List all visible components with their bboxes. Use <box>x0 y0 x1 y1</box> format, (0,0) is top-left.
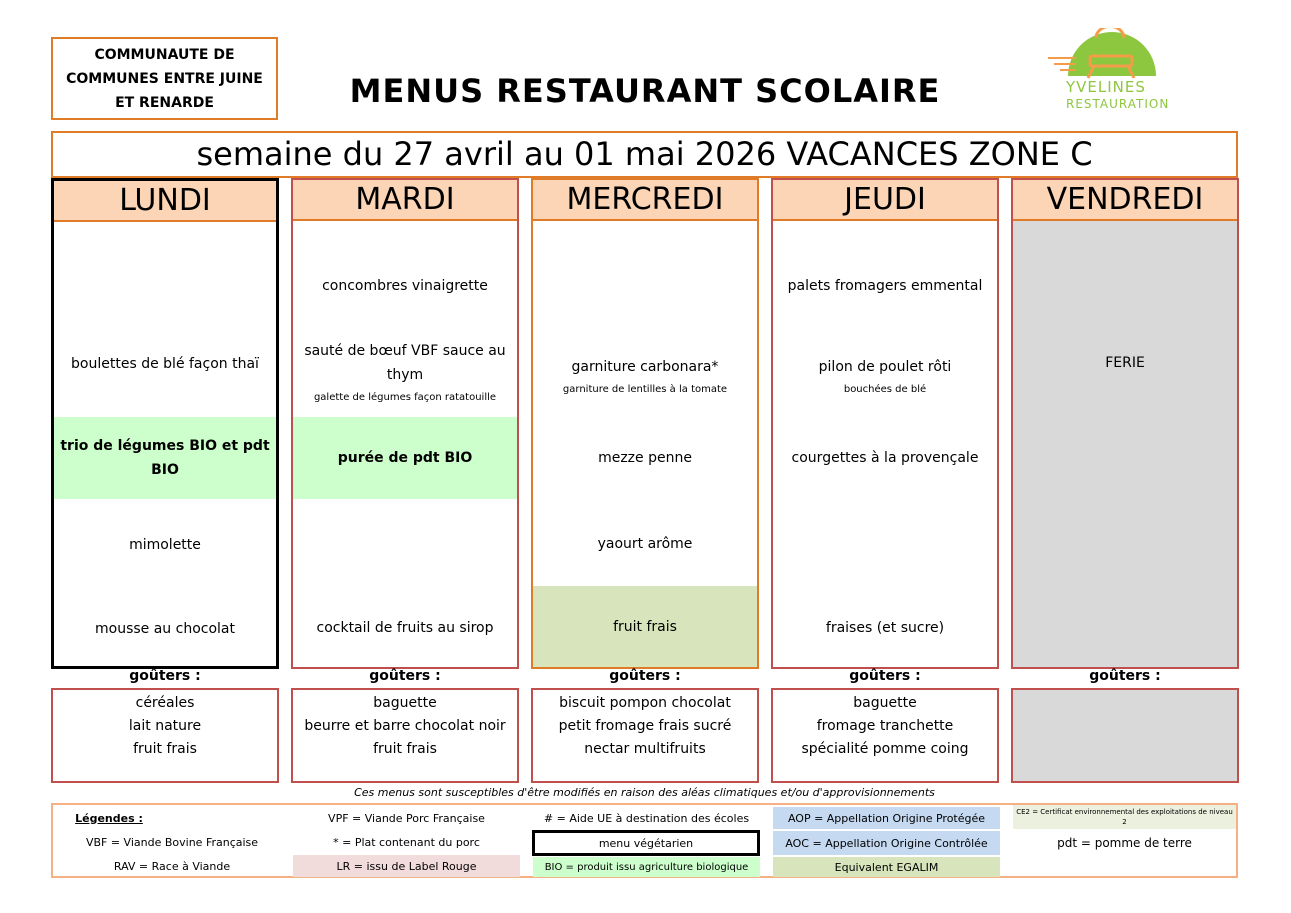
vegetarian-alternative: garniture de lentilles à la tomate <box>562 384 728 395</box>
starter: concombres vinaigrette <box>322 278 488 294</box>
holiday-label: FERIE <box>1105 355 1145 371</box>
snack-item: beurre et barre chocolat noir <box>304 718 506 734</box>
week-banner: semaine du 27 avril au 01 mai 2026 VACANCES ZONE C <box>51 131 1238 178</box>
vegetarian-alternative: bouchées de blé <box>843 384 927 395</box>
dessert: mousse au chocolat <box>95 621 235 637</box>
snack-item: biscuit pompon chocolat <box>559 695 731 711</box>
legend-vbf: VBF = Viande Bovine Française <box>85 835 259 849</box>
snack-box-mardi <box>291 688 519 783</box>
day-header: VENDREDI <box>1013 180 1237 221</box>
snack-item: céréales <box>135 695 195 711</box>
day-header: LUNDI <box>54 181 276 222</box>
main-dish-name: garniture carbonara* <box>571 359 719 375</box>
legend-aop: AOP = Appellation Origine Protégée <box>773 807 1000 829</box>
dairy <box>773 516 997 572</box>
day-header: MERCREDI <box>533 180 757 221</box>
snack-label: goûters : <box>369 668 441 684</box>
day-header: JEUDI <box>773 180 997 221</box>
side-dish: purée de pdt BIO <box>293 417 517 499</box>
starter <box>54 247 276 307</box>
legend-label-rouge: LR = issu de Label Rouge <box>293 855 520 877</box>
side-dish: mezze penne <box>598 450 692 466</box>
logo-subtext: RESTAURATION <box>1066 97 1170 111</box>
dairy: mimolette <box>129 537 201 553</box>
dairy: yaourt arôme <box>597 536 693 552</box>
legend-bio: BIO = produit issu agriculture biologique <box>533 857 760 877</box>
dairy <box>293 516 517 572</box>
starter <box>533 258 757 314</box>
snack-box-vendredi <box>1011 688 1239 783</box>
snack-label: goûters : <box>609 668 681 684</box>
main-dish-name: sauté de bœuf VBF sauce au thym <box>304 343 506 383</box>
main-dish <box>773 338 997 414</box>
snack-item: fruit frais <box>373 741 437 757</box>
day-column-lundi <box>51 178 279 669</box>
snack-item: spécialité pomme coing <box>801 741 969 757</box>
side-dish: courgettes à la provençale <box>791 450 979 466</box>
day-header: MARDI <box>293 180 517 221</box>
snack-item: fromage tranchette <box>816 718 954 734</box>
snack-box-jeudi <box>771 688 999 783</box>
dessert: fruit frais <box>533 586 757 667</box>
legend-pdt: pdt = pomme de terre <box>1057 836 1192 850</box>
snack-box-mercredi <box>531 688 759 783</box>
day-column-jeudi <box>771 178 999 669</box>
organization-name: COMMUNAUTE DE COMMUNES ENTRE JUINE ET RENARDE <box>66 46 263 111</box>
snack-label: goûters : <box>849 668 921 684</box>
legend <box>51 803 1238 878</box>
day-column-mercredi <box>531 178 759 669</box>
main-dish <box>293 328 517 416</box>
main-dish-name: pilon de poulet rôti <box>818 359 952 375</box>
side-dish: trio de légumes BIO et pdt BIO <box>54 417 276 499</box>
starter: palets fromagers emmental <box>787 278 983 294</box>
snack-item: nectar multifruits <box>584 741 706 757</box>
snack-item: baguette <box>853 695 917 711</box>
main-dish-name: boulettes de blé façon thaï <box>71 356 259 372</box>
vegetarian-alternative: galette de légumes façon ratatouille <box>313 392 497 403</box>
snack-item: lait nature <box>128 718 202 734</box>
legend-vegetarian: menu végétarien <box>532 830 760 856</box>
holiday-cell <box>1013 221 1237 667</box>
page-title: MENUS RESTAURANT SCOLAIRE <box>349 72 941 110</box>
logo-text: YVELINES <box>1066 78 1146 96</box>
day-column-vendredi <box>1011 178 1239 669</box>
legend-ce2: CE2 = Certificat environnemental des exploitations de niveau 2 <box>1013 805 1236 829</box>
snack-item: baguette <box>373 695 437 711</box>
snack-item: fruit frais <box>133 741 197 757</box>
snack-box-lundi <box>51 688 279 783</box>
snack-item: petit fromage frais sucré <box>558 718 732 734</box>
snack-label: goûters : <box>1089 668 1161 684</box>
legend-aide-ue: # = Aide UE à destination des écoles <box>543 811 750 825</box>
main-dish <box>533 338 757 414</box>
legend-title: Légendes : <box>75 811 143 825</box>
legend-rav: RAV = Race à Viande <box>113 859 231 873</box>
legend-porc: * = Plat contenant du porc <box>333 835 480 849</box>
dessert: fraises (et sucre) <box>825 620 945 636</box>
snack-label: goûters : <box>129 668 201 684</box>
legend-vpf: VPF = Viande Porc Française <box>328 811 485 825</box>
dessert: cocktail de fruits au sirop <box>316 620 494 636</box>
legend-egalim: Equivalent EGALIM <box>773 857 1000 877</box>
main-dish <box>54 331 276 397</box>
organization-box <box>51 37 278 120</box>
legend-aoc: AOC = Appellation Origine Contrôlée <box>773 831 1000 855</box>
disclaimer: Ces menus sont susceptibles d'être modifiés en raison des aléas climatiques et/ou d'approvisionnements <box>354 786 935 799</box>
day-column-mardi <box>291 178 519 669</box>
